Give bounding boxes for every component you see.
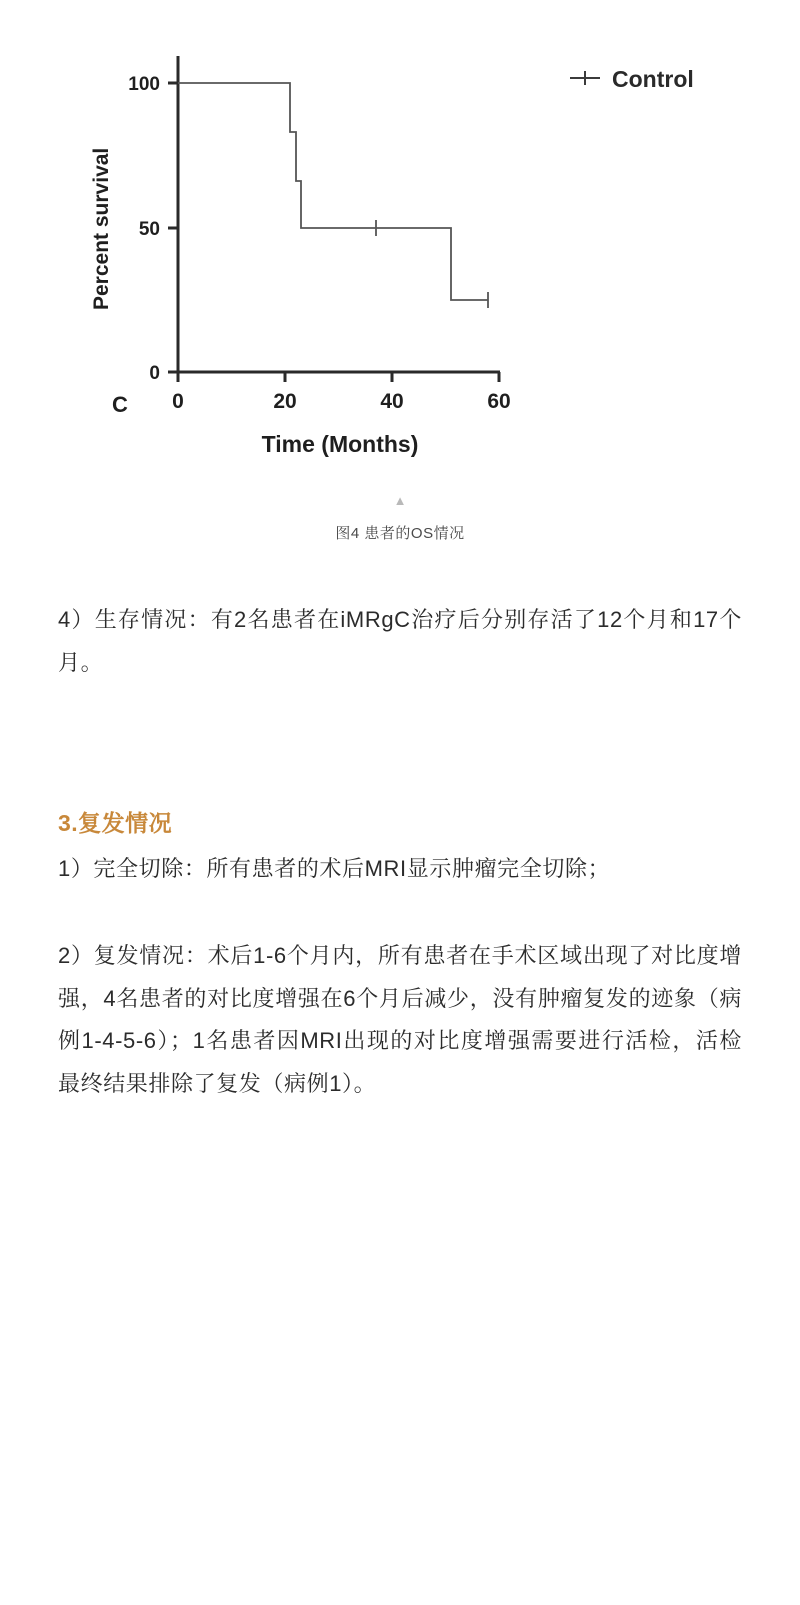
censor-marks xyxy=(376,220,488,308)
svg-text:100: 100 xyxy=(128,74,160,95)
paragraph-survival: 4）生存情况：有2名患者在iMRgC治疗后分别存活了12个月和17个月。 xyxy=(58,607,742,675)
svg-text:Control: Control xyxy=(612,66,694,92)
y-axis-title: Percent survival xyxy=(90,147,113,310)
x-tick-labels xyxy=(172,390,511,413)
svg-text:60: 60 xyxy=(487,390,511,413)
spacer xyxy=(58,711,742,753)
x-axis-title: Time (Months) xyxy=(261,431,419,457)
survival-step-line xyxy=(178,83,488,300)
triangle-up-icon: ▲ xyxy=(393,493,407,508)
svg-text:40: 40 xyxy=(380,390,404,413)
svg-text:50: 50 xyxy=(138,219,160,240)
panel-label-c: C xyxy=(112,392,128,417)
figure-caption: 图4 患者的OS情况 xyxy=(335,525,465,542)
svg-text:0: 0 xyxy=(149,363,160,384)
svg-text:0: 0 xyxy=(172,390,184,413)
spacer xyxy=(58,917,742,935)
chart-legend xyxy=(570,66,694,92)
section-title-recurrence: 3.复发情况 xyxy=(58,809,173,836)
survival-chart-svg xyxy=(0,20,800,490)
paragraph-recurrence: 2）复发情况：术后1-6个月内，所有患者在手术区域出现了对比度增强，4名患者的对比度增强在6个月后减少，没有肿瘤复发的迹象（病例1-4-5-6）；1名患者因MRI出现的对比度增强需要进行活检，活检最终结果排除了复发（病例1）。 xyxy=(58,942,742,1097)
y-tick-labels xyxy=(128,74,160,384)
figure-block xyxy=(0,0,800,543)
paragraph-resection: 1）完全切除：所有患者的术后MRI显示肿瘤完全切除； xyxy=(58,855,611,881)
article-body xyxy=(0,599,800,1106)
survival-chart xyxy=(0,20,800,490)
svg-text:20: 20 xyxy=(273,390,297,413)
